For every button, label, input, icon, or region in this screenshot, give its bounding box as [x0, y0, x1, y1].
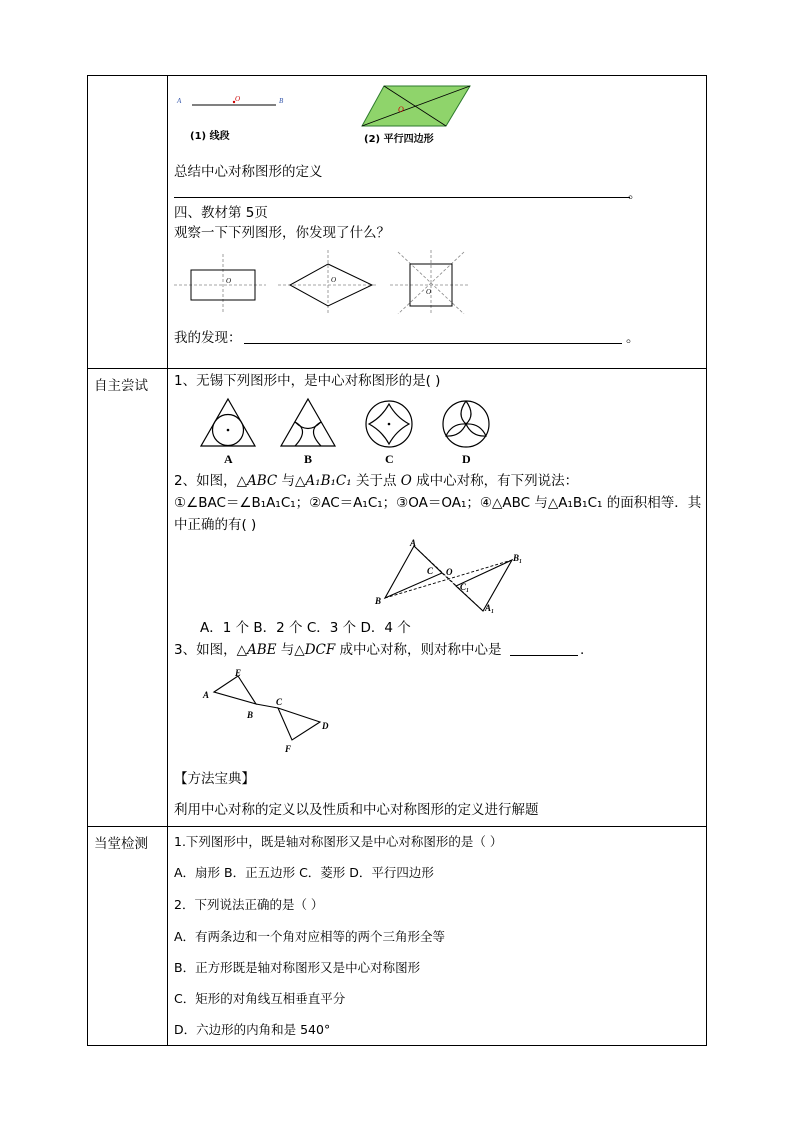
seg-label-a: A: [177, 97, 182, 105]
rect-label-o: O: [226, 277, 232, 285]
discovery-label: 我的发现：: [174, 330, 242, 346]
option-b-label: B: [304, 452, 313, 466]
option-b-shape: [281, 399, 335, 446]
dashed-rectangle-shape: [174, 254, 266, 314]
answer-line[interactable]: [174, 197, 630, 198]
row3-label: 当堂检测: [94, 836, 148, 852]
section4-title: 四、教材第 5页: [174, 205, 268, 221]
test-q1-options: A．扇形 B．正五边形 C．菱形 D．平行四边形: [174, 865, 434, 880]
q2-label-a: A: [410, 538, 417, 548]
segment-figure: [172, 86, 292, 116]
fig1-caption: (1) 线段: [190, 131, 230, 142]
discovery-end: 。: [626, 330, 640, 346]
test-q2-option-a: A．有两条边和一个角对应相等的两个三角形全等: [174, 929, 446, 944]
dashed-rhombus-shape: [278, 250, 378, 314]
q2-label-b1: B₁: [513, 553, 523, 563]
test-q2: 2．下列说法正确的是（ ）: [174, 897, 324, 912]
option-a-shape: [201, 399, 255, 446]
q1-text: 1、无锡下列图形中，是中心对称图形的是( ): [174, 373, 441, 389]
test-q1: 1.下列图形中，既是轴对称图形又是中心对称图形的是（ ）: [174, 834, 503, 849]
q1-options-figure: [200, 397, 490, 467]
rhombus-label-o: O: [331, 276, 337, 284]
q2-label-o: O: [446, 567, 453, 577]
option-d-shape: [443, 401, 489, 447]
seg-label-b: B: [279, 97, 284, 105]
test-q2-option-b: B．正方形既是轴对称图形又是中心对称图形: [174, 960, 421, 975]
q3-triangles-figure: [198, 664, 338, 756]
q2-label-b: B: [375, 596, 382, 606]
method-text: 利用中心对称的定义以及性质和中心对称图形的定义进行解题: [174, 802, 539, 818]
option-c-label: C: [385, 452, 394, 466]
para-label-o: O: [398, 105, 404, 114]
option-a-label: A: [224, 452, 233, 466]
test-q2-option-c: C．矩形的对角线互相垂直平分: [174, 991, 346, 1006]
summary-prompt: 总结中心对称图形的定义: [174, 164, 323, 180]
q2-label-c: C: [427, 566, 434, 576]
parallelogram-figure: [360, 84, 472, 128]
q3-answer-line[interactable]: [510, 655, 578, 656]
q2-line1: 2、如图，△ABC 与△A₁B₁C₁ 关于点 O 成中心对称，有下列说法：: [174, 473, 579, 489]
q2-label-a1: A₁: [485, 603, 495, 613]
q2-options: A．1 个 B．2 个 C．3 个 D．4 个: [200, 620, 411, 636]
row2-label: 自主尝试: [94, 378, 148, 394]
q3-end: .: [580, 642, 585, 658]
q3-label-d: D: [322, 721, 329, 731]
method-title: 【方法宝典】: [174, 771, 255, 787]
symmetry-shapes-figure: [174, 250, 474, 314]
q3-label-a: A: [203, 690, 210, 700]
square-label-o: O: [426, 288, 432, 296]
q3-text: 3、如图，△ABE 与△DCF 成中心对称，则对称中心是: [174, 642, 502, 658]
q2-label-c1: C₁: [460, 582, 470, 592]
option-c-shape: [366, 401, 412, 447]
seg-label-o: O: [235, 95, 241, 103]
q3-label-f: F: [285, 744, 292, 754]
q3-label-c: C: [276, 697, 283, 707]
q3-label-b: B: [247, 710, 254, 720]
q3-label-e: E: [235, 668, 242, 678]
fig2-caption: (2) 平行四边形: [364, 134, 434, 145]
q2-line2: ①∠BAC＝∠B₁A₁C₁；②AC＝A₁C₁；③OA＝OA₁；④△ABC 与△A₁B₁C₁ 的面积相等．其: [174, 495, 702, 511]
dashed-square-shape: [390, 250, 470, 314]
end-mark: 。: [628, 186, 642, 202]
q2-triangles-figure: [372, 538, 532, 616]
option-d-label: D: [462, 452, 471, 466]
test-q2-option-d: D．六边形的内角和是 540°: [174, 1022, 331, 1037]
discovery-answer-line[interactable]: [244, 343, 622, 344]
observe-prompt: 观察一下下列图形，你发现了什么？: [174, 225, 390, 241]
q2-line3: 中正确的有( ): [174, 517, 257, 533]
